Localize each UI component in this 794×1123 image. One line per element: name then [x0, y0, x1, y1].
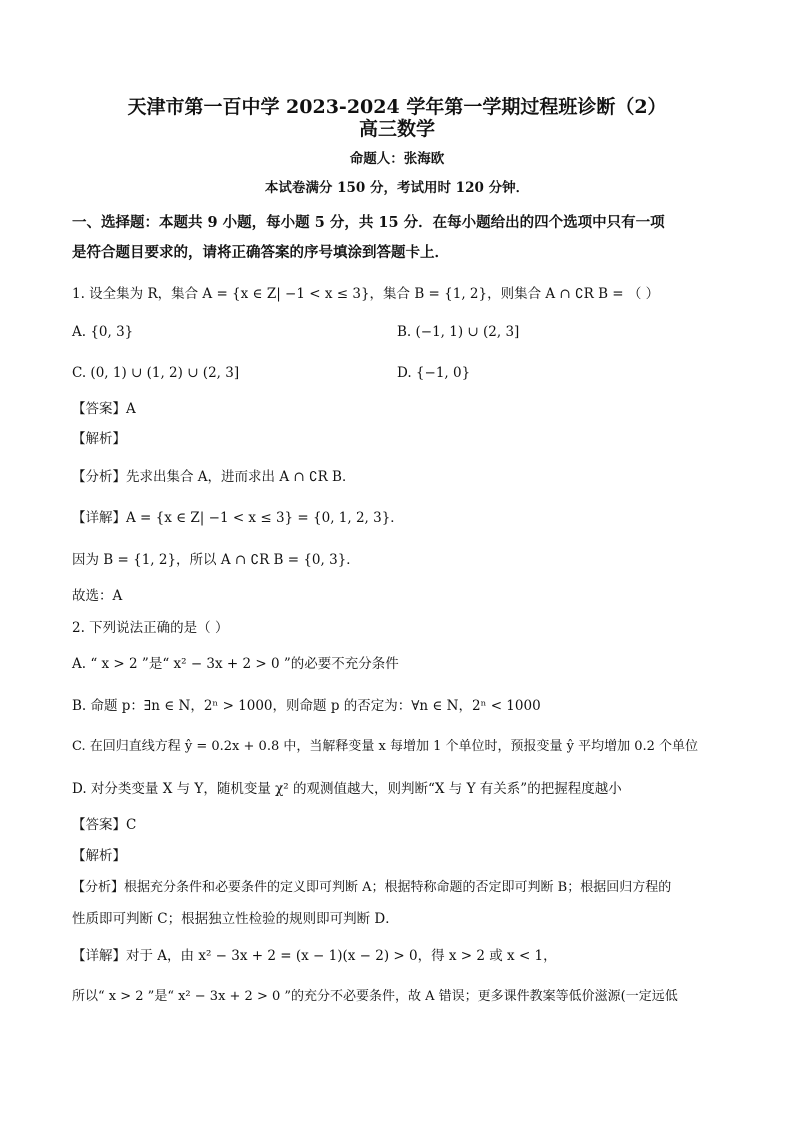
q1-option-a: [72, 321, 133, 343]
q1-option-c-text: C. (0, 1) ∪ (1, 2) ∪ (2, 3]: [72, 365, 240, 381]
q1-option-d: [397, 362, 470, 384]
q1-option-a-text: A. {0, 3}: [72, 324, 134, 340]
q2-analysis-line2: 性质即可判断 C；根据独立性检验的规则即可判断 D．: [72, 911, 399, 927]
q1-stem: 1. 设全集为 R，集合 A = {x ∈ Z| −1 < x ≤ 3}，集合 B = {1, 2}，则集合 A ∩ ∁R B = （ ）: [72, 286, 660, 302]
exam-author: 命题人：张海欧: [349, 151, 445, 167]
q2-answer: 【答案】C: [72, 817, 137, 833]
q1-analysis-label: 【解析】: [72, 431, 126, 447]
section-heading-line1: 一、选择题：本题共 9 小题，每小题 5 分，共 15 分．在每小题给出的四个选项中只有一项: [72, 214, 665, 231]
q1-option-b: [397, 321, 519, 343]
q2-option-b: B. 命题 p：∃n ∈ N，2ⁿ > 1000，则命题 p 的否定为：∀n ∈ N，2ⁿ < 1000: [72, 698, 541, 714]
q1-option-d-text: D. {−1, 0}: [397, 365, 471, 381]
q1-option-b-text: B. (−1, 1) ∪ (2, 3]: [397, 324, 520, 340]
q1-analysis: 【分析】先求出集合 A，进而求出 A ∩ ∁R B．: [72, 469, 356, 485]
q1-detail: 【详解】A = {x ∈ Z| −1 < x ≤ 3} = {0, 1, 2, 3}．: [72, 510, 404, 526]
exam-title: 天津市第一百中学 2023-2024 学年第一学期过程班诊断（2）: [127, 96, 667, 118]
q1-answer: 【答案】A: [72, 401, 136, 417]
q2-detail-line2: 所以“ x > 2 ”是“ x² − 3x + 2 > 0 ”的充分不必要条件，故 A 错误；更多课件教案等低价滋源(一定远低: [72, 989, 678, 1004]
q2-analysis-line1: 【分析】根据充分条件和必要条件的定义即可判断 A；根据特称命题的否定即可判断 B；根据回归方程的: [72, 880, 672, 895]
q1-choose: 故选：A: [72, 588, 123, 604]
exam-subject: 高三数学: [358, 118, 435, 140]
section-heading-line2: 是符合题目要求的，请将正确答案的序号填涂到答题卡上．: [72, 244, 449, 261]
exam-score-info: 本试卷满分 150 分，考试用时 120 分钟．: [264, 180, 530, 196]
q2-stem: 2. 下列说法正确的是（ ）: [72, 620, 229, 636]
q1-option-c: [72, 362, 239, 384]
q2-option-d: D. 对分类变量 X 与 Y，随机变量 χ² 的观测值越大，则判断“X 与 Y 有关系”的把握程度越小: [72, 781, 622, 797]
q2-analysis-label: 【解析】: [72, 848, 126, 864]
q2-option-c: C. 在回归直线方程 ŷ = 0.2x + 0.8 中，当解释变量 x 每增加 1 个单位时，预报变量 ŷ 平均增加 0.2 个单位: [72, 739, 699, 754]
q2-detail: 【详解】对于 A，由 x² − 3x + 2 = (x − 1)(x − 2) > 0，得 x > 2 或 x < 1，: [72, 948, 557, 964]
q2-option-a: A. “ x > 2 ”是“ x² − 3x + 2 > 0 ”的必要不充分条件: [72, 656, 399, 672]
q1-because: 因为 B = {1, 2}，所以 A ∩ ∁R B = {0, 3}．: [72, 552, 360, 568]
